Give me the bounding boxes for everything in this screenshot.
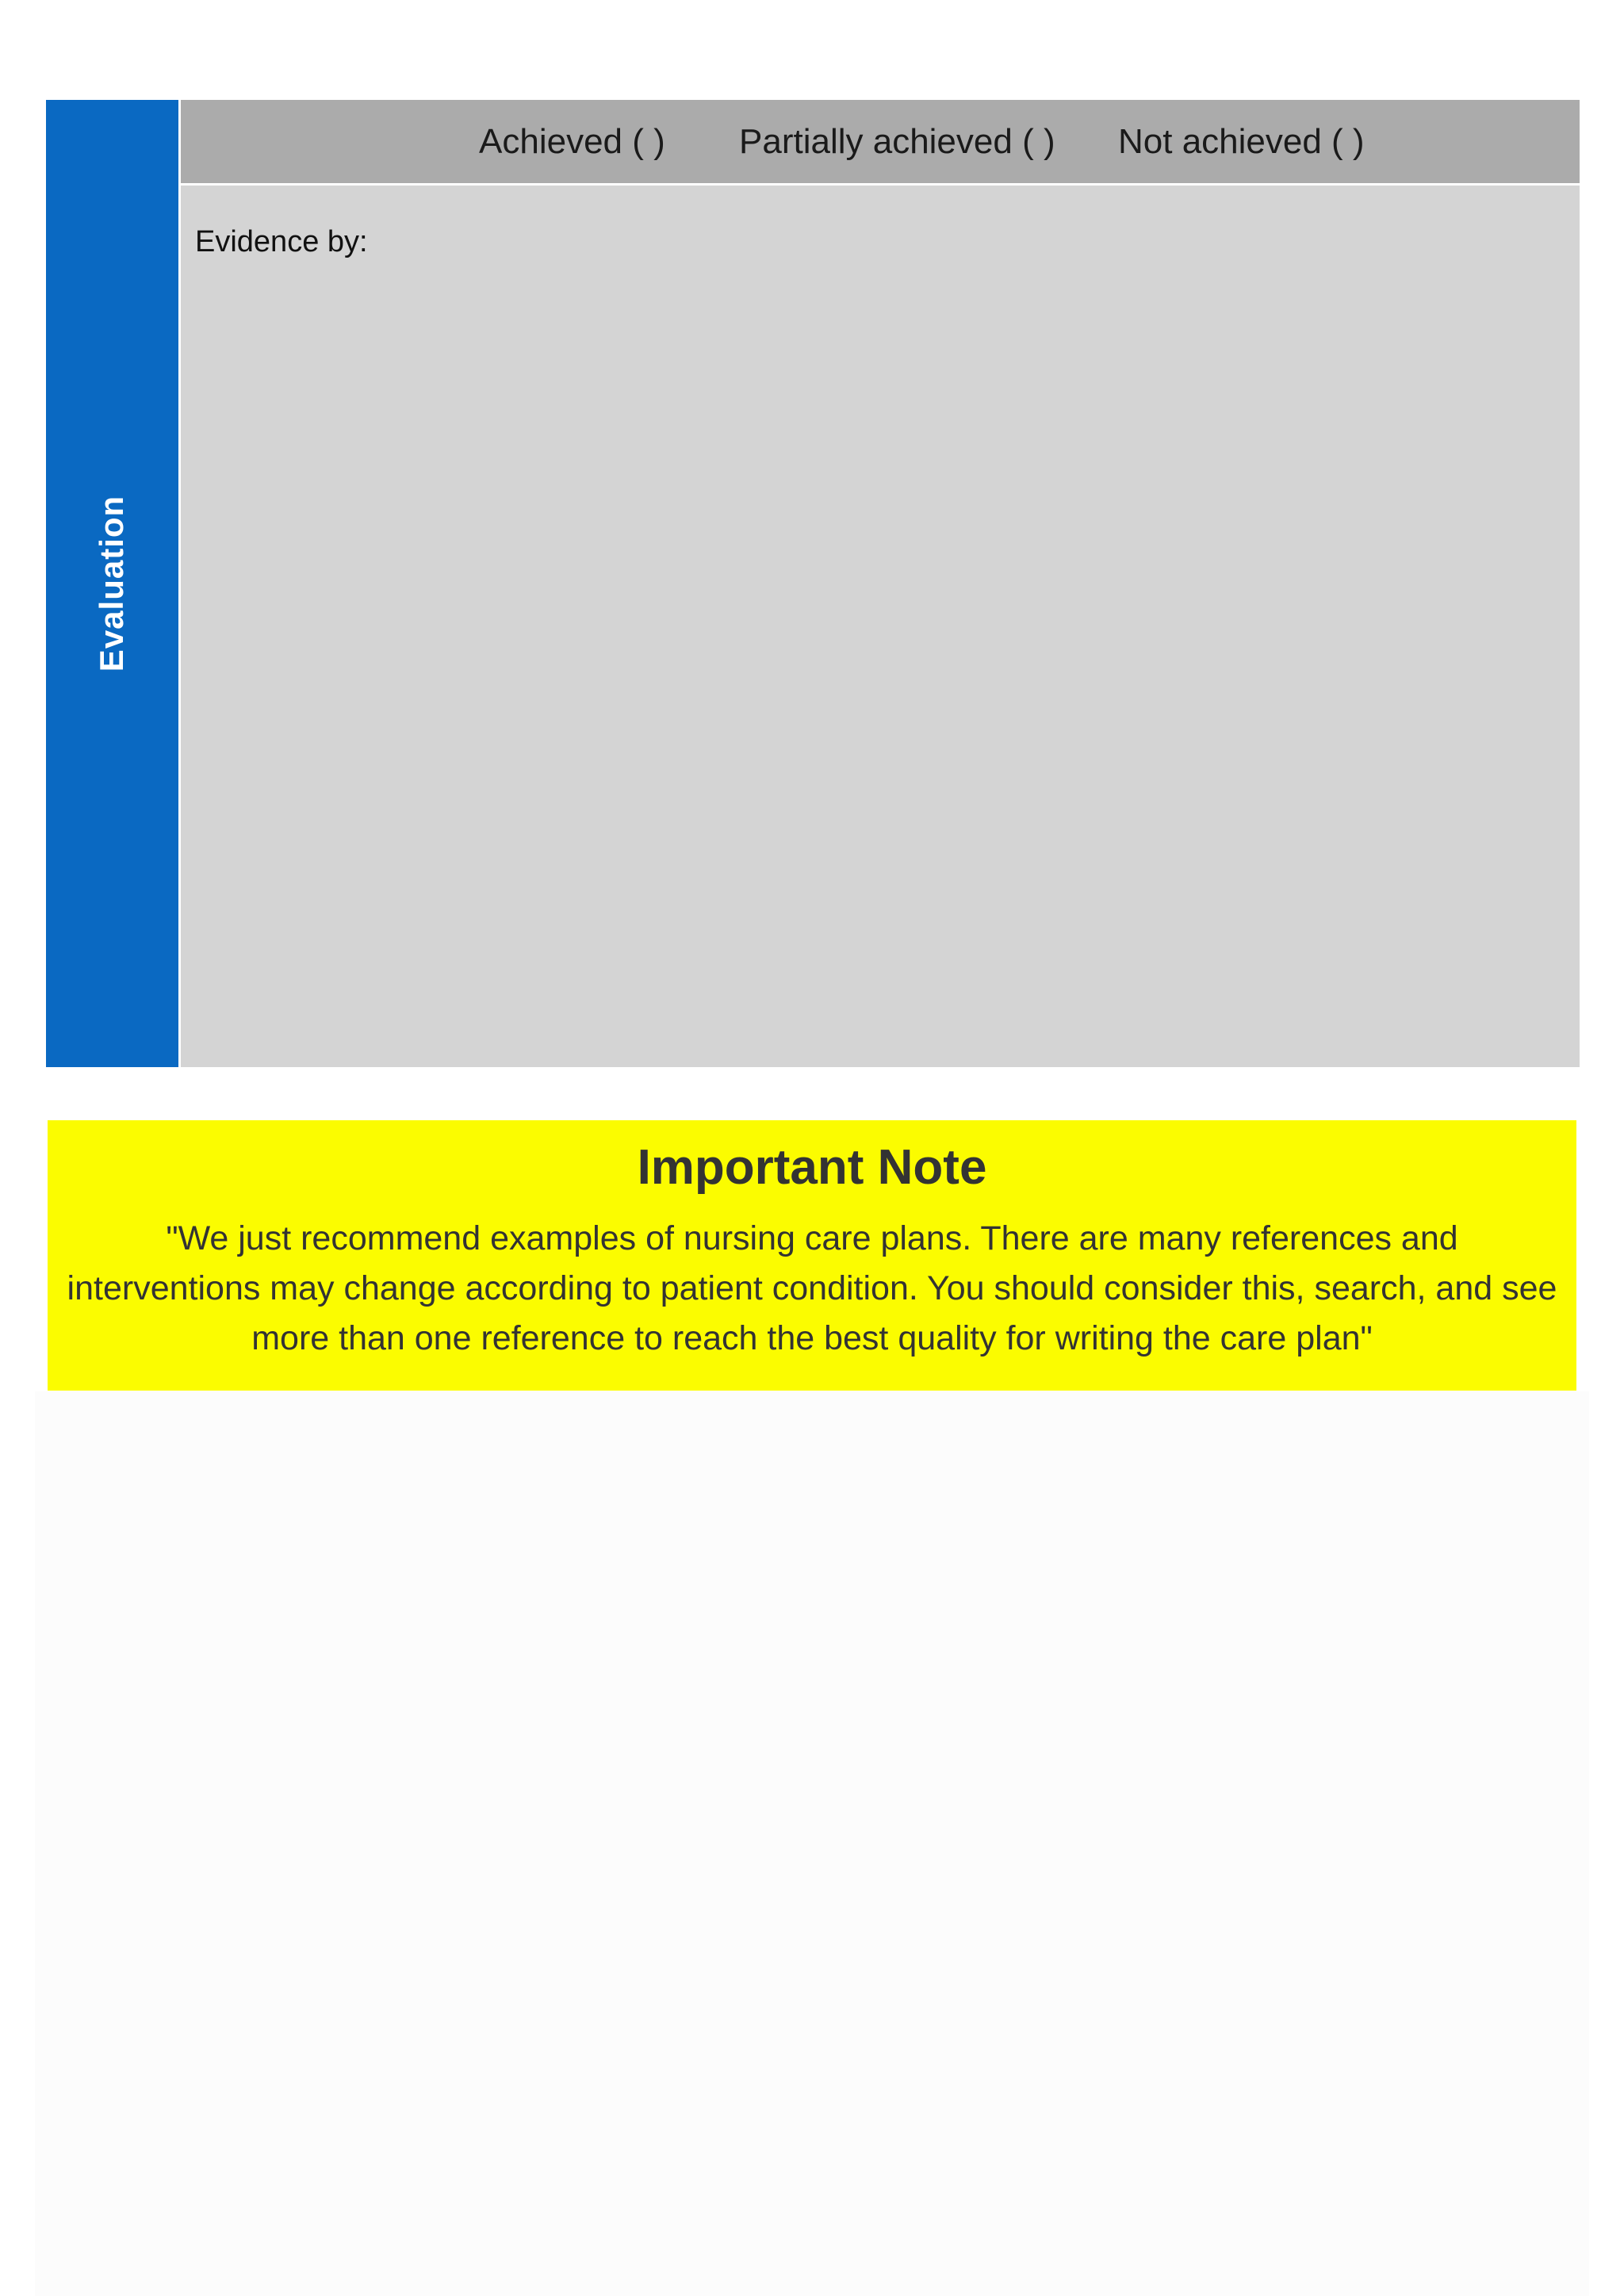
important-note-text: "We just recommend examples of nursing care plans. There are many references and interventions may change according to patient condition. You should consider this, search, and see more than one reference to reach the best quality for writing the care plan" — [67, 1219, 1557, 1357]
achieved-option[interactable]: Achieved ( ) — [479, 122, 665, 161]
evaluation-options-header — [181, 100, 1580, 183]
partially-achieved-option[interactable]: Partially achieved ( ) — [739, 122, 1055, 161]
evaluation-table — [46, 100, 1580, 1067]
important-note — [48, 1120, 1576, 1391]
not-achieved-option[interactable]: Not achieved ( ) — [1118, 122, 1365, 161]
evidence-field[interactable] — [181, 186, 1580, 1067]
blank-page-area — [35, 1391, 1589, 2296]
important-note-title: Important Note — [637, 1140, 987, 1195]
evidence-label: Evidence by: — [195, 225, 368, 258]
evaluation-label: Evaluation — [93, 495, 130, 672]
evaluation-label-column — [46, 100, 178, 1067]
